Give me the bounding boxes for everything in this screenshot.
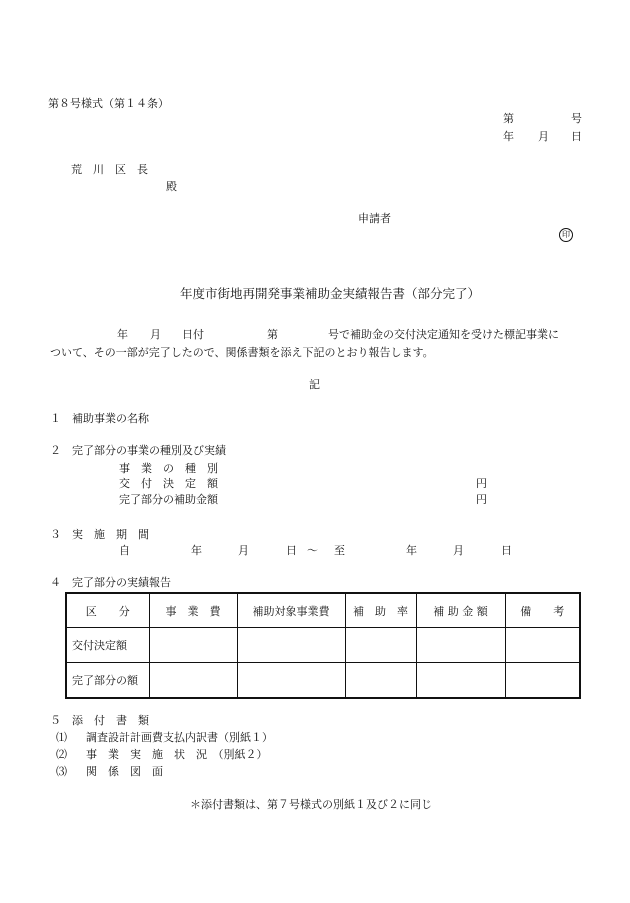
attachment-1-number: ⑴ bbox=[56, 731, 67, 744]
attachment-3-text: 関 係 図 面 bbox=[86, 765, 163, 778]
section-2-item-completed-unit: 円 bbox=[476, 493, 487, 506]
addressee-honorific: 殿 bbox=[166, 180, 177, 193]
seal-mark: 印 bbox=[559, 228, 573, 242]
attachment-2-number: ⑵ bbox=[56, 748, 67, 761]
row-label-completed: 完了部分の額 bbox=[66, 663, 149, 699]
table-cell[interactable] bbox=[416, 628, 505, 663]
section-5-number: ５ bbox=[50, 714, 61, 727]
period-tilde: ～ bbox=[307, 544, 318, 557]
period-month-1: 月 bbox=[238, 544, 249, 557]
header-remarks: 備 考 bbox=[505, 593, 580, 628]
header-subsidy-rate: 補 助 率 bbox=[345, 593, 416, 628]
table-header-row bbox=[66, 593, 580, 628]
body-month: 月 bbox=[150, 328, 161, 341]
section-2-item-completed: 完了部分の補助金額 bbox=[119, 493, 218, 506]
header-subsidy-amount: 補 助 金 額 bbox=[416, 593, 505, 628]
header-category: 区 分 bbox=[66, 593, 149, 628]
page-title: 年度市街地再開発事業補助金実績報告書（部分完了） bbox=[180, 286, 481, 301]
section-5-title: 添 付 書 類 bbox=[72, 714, 149, 727]
row-label-decision: 交付決定額 bbox=[66, 628, 149, 663]
form-number: 第８号様式（第１４条） bbox=[48, 97, 169, 110]
table-row bbox=[66, 663, 580, 699]
header-eligible-cost: 補助対象事業費 bbox=[237, 593, 345, 628]
table-cell[interactable] bbox=[505, 628, 580, 663]
section-3-title: 実 施 期 間 bbox=[72, 528, 149, 541]
body-line2: ついて、その一部が完了したので、関係書類を添え下記のとおり報告します。 bbox=[50, 346, 434, 359]
attachment-2-text: 事 業 実 施 状 況 （別紙２） bbox=[86, 748, 268, 761]
period-day-1: 日 bbox=[286, 544, 297, 557]
table-cell[interactable] bbox=[505, 663, 580, 699]
doc-number-suffix: 号 bbox=[571, 112, 582, 125]
section-1-title: 補助事業の名称 bbox=[72, 412, 149, 425]
body-day-date: 日付 bbox=[182, 328, 204, 341]
period-year-2: 年 bbox=[406, 544, 417, 557]
attachment-3-number: ⑶ bbox=[56, 765, 67, 778]
table-row bbox=[66, 628, 580, 663]
body-dai: 第 bbox=[267, 328, 278, 341]
section-2-title: 完了部分の事業の種別及び実績 bbox=[72, 444, 226, 457]
table-cell[interactable] bbox=[345, 628, 416, 663]
ki-label: 記 bbox=[309, 378, 320, 391]
period-from: 自 bbox=[119, 544, 130, 557]
period-year-1: 年 bbox=[191, 544, 202, 557]
section-2-number: ２ bbox=[50, 444, 61, 457]
date-year-label: 年 bbox=[503, 130, 514, 143]
period-to: 至 bbox=[334, 544, 345, 557]
table-cell[interactable] bbox=[149, 628, 237, 663]
section-4-number: ４ bbox=[50, 576, 61, 589]
period-day-2: 日 bbox=[501, 544, 512, 557]
section-3-number: ３ bbox=[50, 528, 61, 541]
date-month-label: 月 bbox=[538, 130, 549, 143]
doc-number-prefix: 第 bbox=[503, 112, 514, 125]
table-cell[interactable] bbox=[237, 628, 345, 663]
section-2-item-decision: 交 付 決 定 額 bbox=[119, 477, 218, 490]
section-1-number: １ bbox=[50, 412, 61, 425]
date-day-label: 日 bbox=[571, 130, 582, 143]
body-line1-text: 号で補助金の交付決定通知を受けた標記事業に bbox=[328, 328, 559, 341]
attachment-1-text: 調査設計計画費支払内訳書（別紙１） bbox=[86, 731, 273, 744]
table-cell[interactable] bbox=[345, 663, 416, 699]
report-table bbox=[65, 592, 581, 699]
table-cell[interactable] bbox=[237, 663, 345, 699]
period-month-2: 月 bbox=[453, 544, 464, 557]
applicant-label: 申請者 bbox=[358, 212, 391, 225]
body-year: 年 bbox=[117, 328, 128, 341]
header-project-cost: 事 業 費 bbox=[149, 593, 237, 628]
table-cell[interactable] bbox=[416, 663, 505, 699]
section-2-item-decision-unit: 円 bbox=[476, 477, 487, 490]
footnote: ＊添付書類は、第７号様式の別紙１及び２に同じ bbox=[190, 798, 432, 811]
section-2-item-type: 事 業 の 種 別 bbox=[119, 462, 218, 475]
section-4-title: 完了部分の実績報告 bbox=[72, 576, 171, 589]
table-cell[interactable] bbox=[149, 663, 237, 699]
addressee-name: 荒 川 区 長 bbox=[71, 163, 148, 176]
